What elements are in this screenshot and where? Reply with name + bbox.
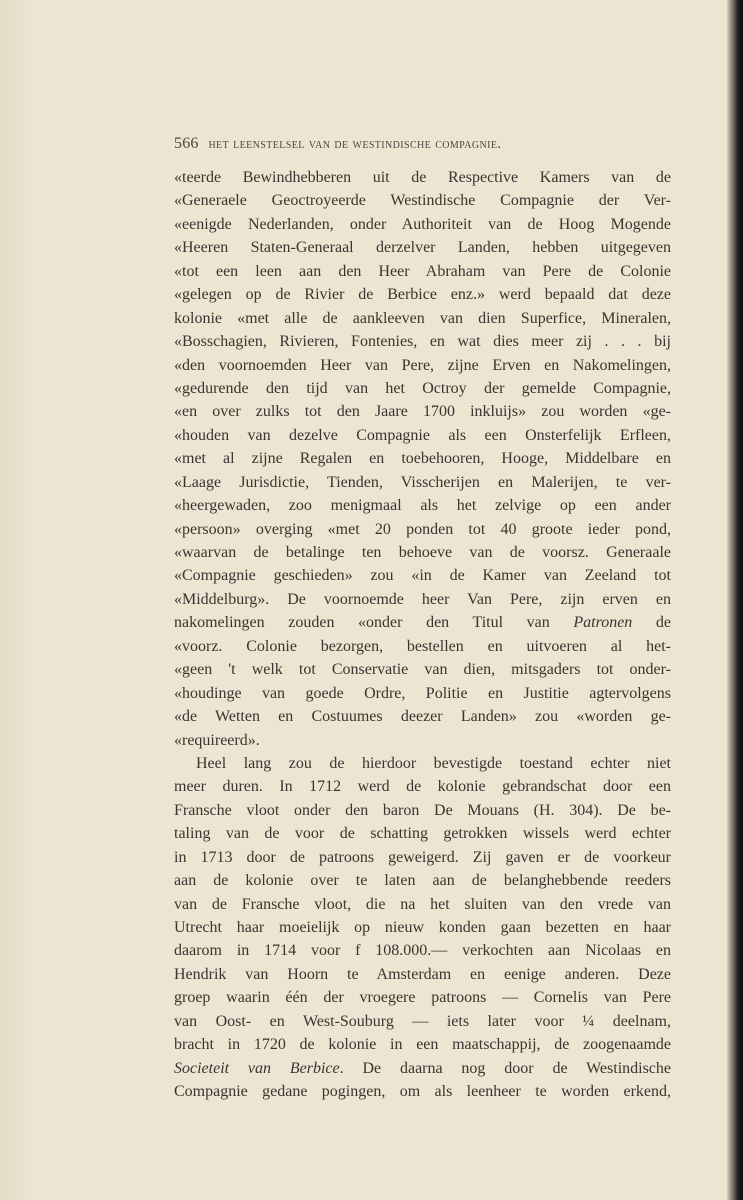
text-line: «Laage Jurisdictie, Tienden, Visscherijen en Malerijen, te ver- — [174, 473, 671, 491]
text-line: «Generaele Geoctroyeerde Westindische Compagnie der Ver- — [174, 192, 671, 210]
text-line: «eenigde Nederlanden, onder Authoriteit van de Hoog Mogende — [174, 215, 671, 233]
text-line: «Middelburg». De voornoemde heer Van Pere, zijn erven en — [174, 590, 671, 608]
running-head — [174, 135, 644, 153]
text-line: «tot een leen aan den Heer Abraham van Pere de Colonie — [174, 262, 671, 280]
text-line-with-fraction — [174, 1010, 671, 1033]
text-segment: deelnam, — [594, 1012, 671, 1030]
text-line: aan de kolonie over te laten aan de belanghebbende reeders — [174, 872, 671, 890]
text-line-with-italic — [174, 611, 671, 634]
text-line: «Compagnie geschieden» zou «in de Kamer van Zeeland tot — [174, 567, 671, 585]
text-line: «met al zijne Regalen en toebehooren, Hooge, Middelbare en — [174, 450, 671, 468]
text-line: «voorz. Colonie bezorgen, bestellen en uitvoeren al het- — [174, 637, 671, 655]
text-segment: van Oost- en West-Souburg — iets later voor — [174, 1012, 583, 1030]
page-gutter-shade — [0, 0, 30, 1200]
text-line: «requireerd». — [174, 731, 260, 749]
text-segment: de — [632, 614, 671, 632]
running-title: het leenstelsel van de westindische compagnie. — [208, 136, 502, 152]
text-line: «persoon» overging «met 20 ponden tot 40 groote ieder pond, — [174, 520, 671, 538]
page-right-edge — [727, 0, 743, 1200]
text-line: Hendrik van Hoorn te Amsterdam en eenige anderen. Deze — [174, 965, 671, 983]
text-line-with-italic — [174, 1057, 671, 1080]
page-number: 566 — [174, 135, 199, 152]
italic-term: Societeit van Berbice — [174, 1059, 340, 1077]
text-segment: . De daarna nog door de Westindische — [339, 1059, 672, 1077]
text-line: «waarvan de betalinge ten behoeve van de voorsz. Generaale — [174, 544, 671, 561]
text-line: meer duren. In 1712 werd de kolonie gebrandschat door een — [174, 778, 671, 796]
text-line: «teerde Bewindhebberen uit de Respective Kamers van de — [174, 169, 671, 186]
text-line: «geen 't welk tot Conservatie van dien, mitsgaders tot onder- — [174, 661, 671, 679]
text-line: Utrecht haar moeielijk op nieuw konden gaan bezetten en haar — [174, 919, 671, 936]
text-line: «houden van dezelve Compagnie als een Onsterfelijk Erfleen, — [174, 426, 671, 444]
text-line: kolonie «met alle de aankleeven van dien Superfice, Mineralen, — [174, 309, 671, 327]
text-segment: nakomelingen zouden «onder den Titul van — [174, 614, 574, 632]
text-line: «gedurende den tijd van het Octroy der gemelde Compagnie, — [174, 379, 671, 397]
fraction: ¼ — [582, 1012, 595, 1030]
body-text — [174, 166, 671, 1104]
text-line: «en over zulks tot den Jaare 1700 inkluijs» zou worden «ge- — [174, 403, 671, 421]
text-line: daarom in 1714 voor f 108.000.— verkochten aan Nicolaas en — [174, 942, 671, 960]
text-line: «den voornoemden Heer van Pere, zijne Erven en Nakomelingen, — [174, 356, 671, 374]
italic-term: Patronen — [573, 614, 633, 632]
text-line: in 1713 door de patroons geweigerd. Zij gaven er de voorkeur — [174, 848, 671, 866]
text-line: «Bosschagien, Rivieren, Fontenies, en wat dies meer zij . . . bij — [174, 333, 671, 351]
text-line: Compagnie gedane pogingen, om als leenheer te worden erkend, — [174, 1083, 671, 1101]
text-line: van de Fransche vloot, die na het sluiten van den vrede van — [174, 895, 671, 913]
text-line: taling van de voor de schatting getrokken wissels werd echter — [174, 825, 671, 843]
text-line: «heergewaden, zoo menigmaal als het zelvige op een ander — [174, 497, 671, 515]
text-line: «de Wetten en Costuumes deezer Landen» zou «worden ge- — [174, 708, 671, 726]
text-line: «Heeren Staten-Generaal derzelver Landen, hebben uitgegeven — [174, 239, 671, 257]
text-line: bracht in 1720 de kolonie in een maatschappij, de zoogenaamde — [174, 1036, 671, 1054]
text-line: Fransche vloot onder den baron De Mouans (H. 304). De be- — [174, 801, 671, 819]
text-line: «gelegen op de Rivier de Berbice enz.» werd bepaald dat deze — [174, 286, 671, 304]
paragraph-first-line: Heel lang zou de hierdoor bevestigde toestand echter niet — [196, 754, 671, 772]
text-line: «houdinge van goede Ordre, Politie en Justitie agtervolgens — [174, 684, 671, 702]
text-line: groep waarin één der vroegere patroons — Cornelis van Pere — [174, 989, 671, 1007]
